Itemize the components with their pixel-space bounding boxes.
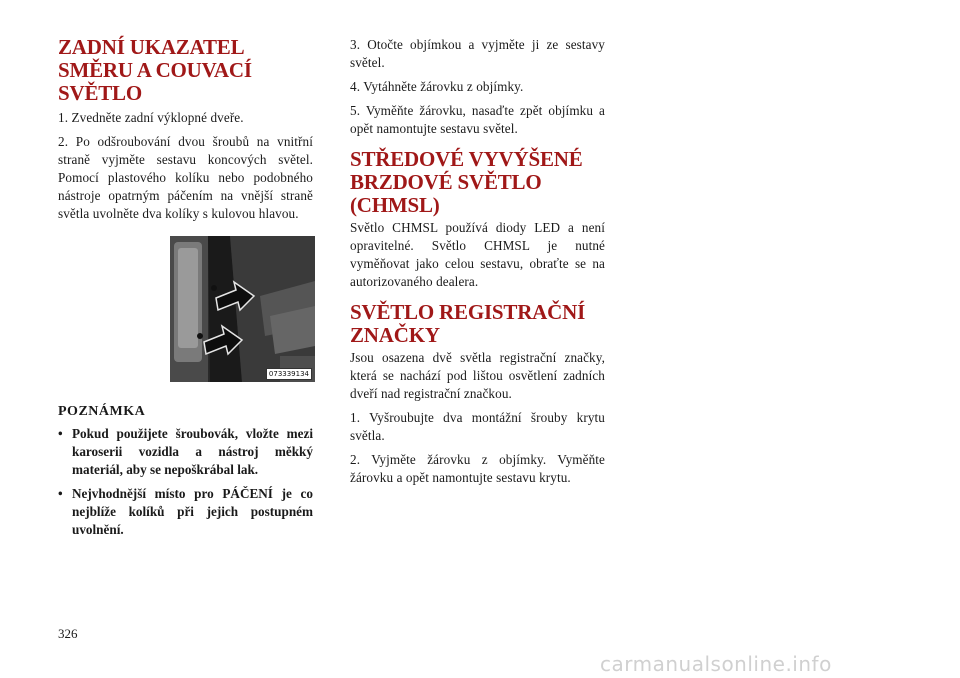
step-1: 1. Zvedněte zadní výklopné dveře. [58, 110, 244, 125]
chmsl-paragraph: Světlo CHMSL používá diody LED a není opravitelné. Světlo CHMSL je nutné vyměňovat jako celou sestavu, obraťte se na autorizovaného dealera. [350, 220, 605, 289]
note-item: • Nejvhodnější místo pro PÁČENÍ je co nejblíže kolíků při jejich postupném uvolnění. [58, 486, 313, 537]
page-number: 326 [58, 626, 78, 641]
section-heading-tail-light [58, 36, 313, 105]
tail-light-photo [170, 236, 315, 382]
note-list [58, 425, 313, 539]
plate-paragraph: Jsou osazena dvě světla registrační značky, která se nachází pod lištou osvětlení zadních dveří nad registrační značkou. [350, 350, 605, 401]
heading-line: STŘEDOVÉ VYVÝŠENÉ [350, 147, 583, 171]
left-column [58, 36, 313, 545]
watermark: carmanualsonline.info [600, 652, 832, 676]
section-heading-plate-light [350, 301, 605, 347]
heading-line: SVĚTLO [58, 81, 142, 105]
heading-line: SVĚTLO REGISTRAČNÍ [350, 300, 586, 324]
heading-line: ZNAČKY [350, 323, 440, 347]
plate-step-1: 1. Vyšroubujte dva montážní šrouby krytu světla. [350, 410, 605, 443]
step-4: 4. Vytáhněte žárovku z objímky. [350, 79, 524, 94]
note-title: POZNÁMKA [58, 404, 146, 419]
heading-line: BRZDOVÉ SVĚTLO [350, 170, 542, 194]
section-heading-chmsl [350, 148, 605, 217]
heading-line: ZADNÍ UKAZATEL [58, 35, 245, 59]
right-column [350, 36, 605, 493]
bullet-icon: • [58, 486, 63, 501]
heading-line: (CHMSL) [350, 193, 440, 217]
note-item: • Pokud použijete šroubovák, vložte mezi karoserii vozidla a nástroj měkký materiál, aby se nepoškrábal lak. [58, 426, 313, 477]
figure-id-label: 073339134 [266, 368, 312, 380]
heading-line: SMĚRU A COUVACÍ [58, 58, 252, 82]
step-2: 2. Po odšroubování dvou šroubů na vnitřní straně vyjměte sestavu koncových světel. Pomocí plastového kolíku nebo podobného nástroje opatrným páčením na vnější straně světla uvolněte dva kolíky s kulovou hlavou. [58, 134, 313, 221]
plate-step-2: 2. Vyjměte žárovku z objímky. Vyměňte žárovku a opět namontujte sestavu krytu. [350, 452, 605, 485]
step-3: 3. Otočte objímkou a vyjměte ji ze sestavy světel. [350, 37, 605, 70]
tail-light-illustration [170, 236, 315, 382]
bullet-icon: • [58, 426, 63, 441]
step-5: 5. Vyměňte žárovku, nasaďte zpět objímku a opět namontujte sestavu světel. [350, 103, 605, 136]
